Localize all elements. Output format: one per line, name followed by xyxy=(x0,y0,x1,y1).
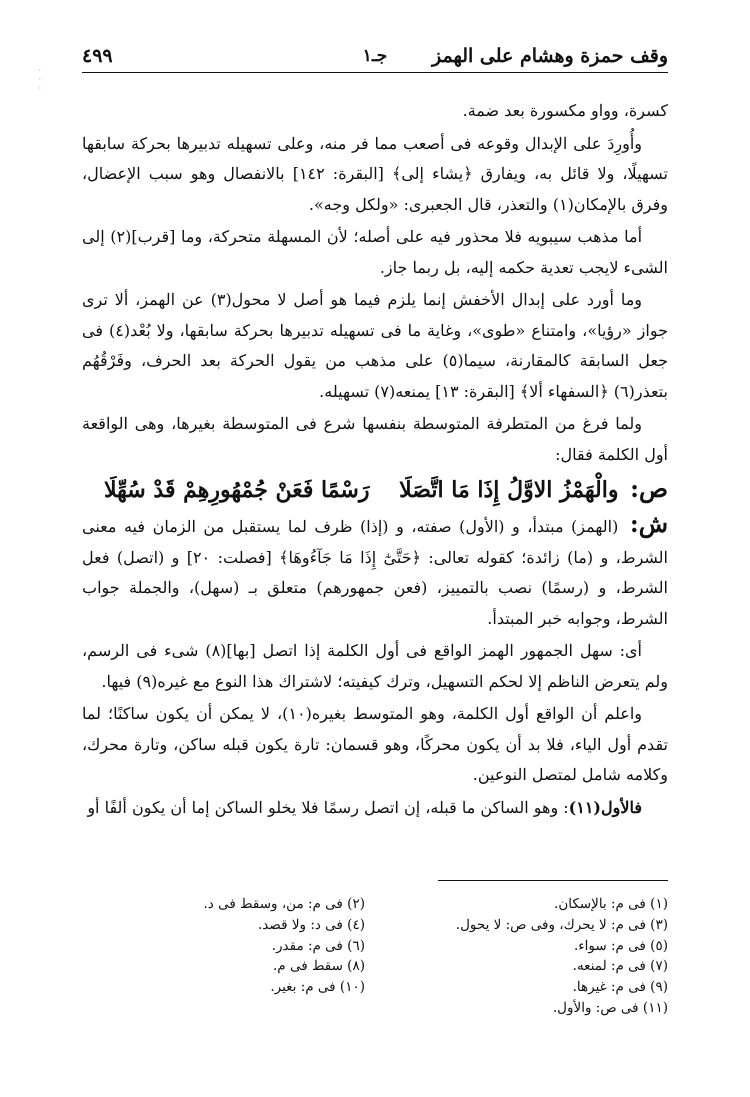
page-number: ٤٩٩ xyxy=(82,45,113,67)
footnote: (٨) سقط فى م. xyxy=(273,958,365,975)
paragraph: أى: سهل الجمهور الهمز الواقع فى أول الكلمة إذا اتصل [بها](٨) شىء فى الرسم، ولم يتعرض الناظم إلا لحكم التسهيل، وترك كيفيته؛ لاشتراك هذا النوع مع غيره(٩) فيها. xyxy=(82,641,668,691)
paragraph: ولما فرغ من المتطرفة المتوسطة بنفسها شرع فى المتوسطة بغيرها، وهى الواقعة أول الكلمة فقال: xyxy=(82,414,668,464)
margin-dots: · · · xyxy=(38,66,41,93)
header-volume: جـ١ xyxy=(362,46,388,66)
section-text: : وهو الساكن ما قبله، إن اتصل رسمًا فلا يخلو الساكن إما أن يكون ألفًا أو xyxy=(87,797,569,817)
verse-line xyxy=(82,472,668,507)
paragraph: وما أورد على إبدال الأخفش إنما يلزم فيما هو أصل لا محول(٣) عن الهمز، ألا ترى جواز «رؤيا»، وامتناع «طوى»، وغاية ما فى تسهيله تدبيرها بحركة سابقها، ولا بُعْد(٤) فى جعل السابقة كالمقارنة، سيما(٥) على مذهب من يقول الحركة بعد الحرف، وفَرْقُهُم بتعذر(٦) ﴿السفهاء ألا﴾ [البقرة: ١٣] يمنعه(٧) تسهيله. xyxy=(82,290,669,401)
verse-first-half: والْهَمْزُ الاوَّلُ إِذَا مَا اتَّصَلَا xyxy=(399,477,619,503)
sharh-tag: ش: xyxy=(629,509,668,538)
paragraph: وأُورِدَ على الإبدال وقوعه فى أصعب مما فر منه، وعلى تسهيله تدبيرها بحركة سابقها تسهيلًا، ولا قائل به، ويفارق ﴿يشاء إلى﴾ [البقرة: ١٤٢] بالانفصال وهو سبب الإعضال، وفرق بالإمكان(١) والتعذر، قال الجعبرى: «ولكل وجه». xyxy=(82,133,669,214)
footnote-separator xyxy=(438,880,668,881)
footnote: (١٠) فى م: بغير. xyxy=(270,979,365,996)
section-lead: فالأول(١١) xyxy=(568,797,642,817)
paragraph xyxy=(82,793,668,824)
verse-second-half: رَسْمًا فَعَنْ جُمْهُورِهِمْ قَدْ سُهِّلَا xyxy=(104,477,370,503)
footnote: (٢) فى م: من، وسقط فى د. xyxy=(203,896,365,912)
paragraph: أما مذهب سيبويه فلا محذور فيه على أصله؛ لأن المسهلة متحركة، وما [قرب](٢) إلى الشىء لايجب تعدية حكمه إليه، بل ربما جاز. xyxy=(82,227,668,277)
footnotes xyxy=(82,896,668,1021)
sharh-paragraph xyxy=(82,509,668,634)
paragraph: واعلم أن الواقع أول الكلمة، وهو المتوسط بغيره(١٠)، لا يمكن أن يكون ساكنًا؛ لما تقدم أول الياء، فلا بد أن يكون محركًا، وهو قسمان: تارة يكون قبله ساكن، وتارة محرك، وكلامه شامل لمتصل النوعين. xyxy=(82,704,668,784)
running-header xyxy=(82,40,668,73)
header-title: وقف حمزة وهشام على الهمز xyxy=(431,45,668,67)
footnote: (١) فى م: بالإسكان. xyxy=(554,896,668,912)
sharh-text: (الهمز) مبتدأ، و (الأول) صفته، و (إذا) ظرف لما يستقبل من الزمان فيه معنى الشرط، و (ما) زائدة؛ كقوله تعالى: ﴿حَتَّىٰٓ إِذَا مَا جَآءُوهَا﴾ [فصلت: ٢٠] و (اتصل) فعل الشرط، و (رسمًا) نصب بالتمييز، (فعن جمهورهم) متعلق بـ (سهل)، والجملة جواب الشرط، وجوابه خبر المبتدأ. xyxy=(82,517,668,628)
footnote: (٤) فى د: ولا قصد. xyxy=(257,916,365,933)
footnote: (٥) فى م: سواء. xyxy=(574,937,668,954)
footnote: (٣) فى م: لا يحرك، وفى ص: لا يحول. xyxy=(455,916,668,933)
verse-tag: ص: xyxy=(630,474,668,503)
footnote: (٧) فى م: لمنعه. xyxy=(572,958,668,975)
footnote: (٦) فى م: مقدر. xyxy=(271,937,365,954)
paragraph: كسرة، وواو مكسورة بعد ضمة. xyxy=(462,101,668,120)
main-text xyxy=(82,96,668,825)
footnote: (٩) فى م: غيرها. xyxy=(572,979,668,996)
footnote: (١١) فى ص: والأول. xyxy=(552,999,668,1016)
